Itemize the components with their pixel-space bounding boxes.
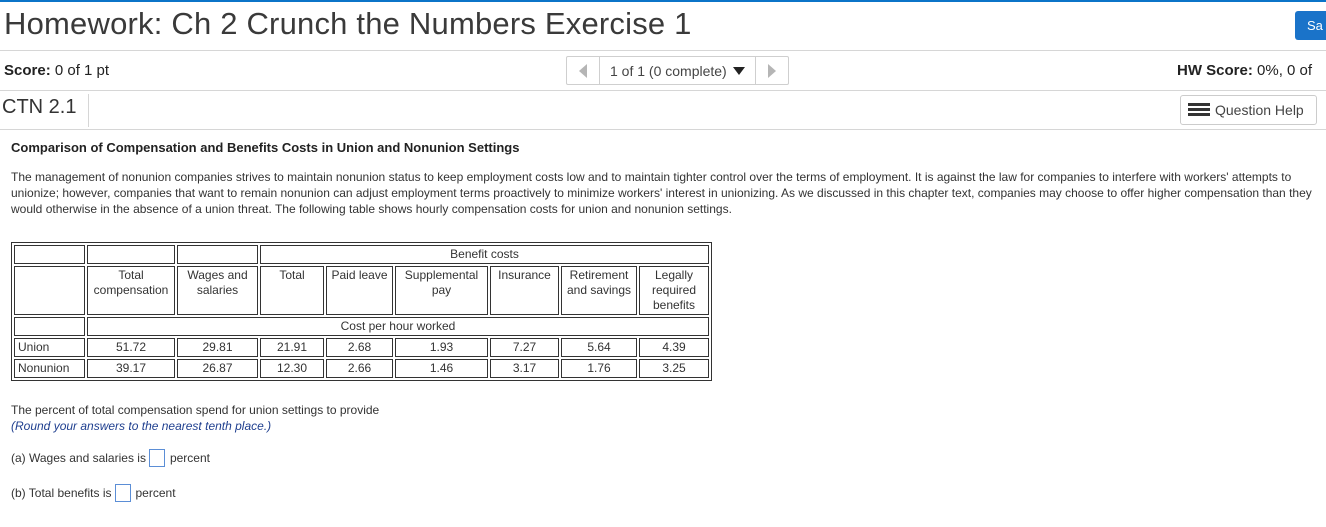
benefits-percent-input[interactable]	[115, 484, 131, 502]
question-help-label: Question Help	[1215, 102, 1304, 118]
question-selector-dropdown[interactable]	[599, 57, 756, 84]
table-cell: 51.72	[87, 338, 175, 357]
compensation-table	[11, 242, 712, 381]
answer-b	[11, 484, 176, 502]
divider	[0, 90, 1326, 91]
divider	[88, 94, 89, 127]
next-question-button[interactable]	[756, 57, 788, 84]
table-cell: 29.81	[177, 338, 258, 357]
table-cell	[14, 317, 85, 336]
table-cell: 21.91	[260, 338, 324, 357]
score-label: Score:	[4, 62, 51, 79]
rounding-instruction: (Round your answers to the nearest tenth place.)	[11, 419, 272, 433]
answer-a-label: (a) Wages and salaries is	[11, 451, 146, 465]
hw-score	[1177, 62, 1312, 79]
column-header: Supplemental pay	[395, 266, 488, 315]
save-button[interactable]: Sa	[1295, 11, 1326, 40]
table-cell: 1.46	[395, 359, 488, 378]
benefit-costs-header: Benefit costs	[260, 245, 709, 264]
column-header: Wages and salaries	[177, 266, 258, 315]
question-progress-text: 1 of 1 (0 complete)	[610, 62, 727, 79]
wages-percent-input[interactable]	[149, 449, 165, 467]
score	[4, 62, 109, 79]
table-cell: 26.87	[177, 359, 258, 378]
list-icon	[1188, 103, 1210, 117]
unit-row: Cost per hour worked	[87, 317, 709, 336]
question-id: CTN 2.1	[2, 96, 77, 118]
table-row	[14, 338, 709, 357]
row-label: Nonunion	[14, 359, 85, 378]
column-header: Legally required benefits	[639, 266, 709, 315]
table-cell: 2.66	[326, 359, 393, 378]
question-navigator	[566, 56, 789, 85]
table-row	[14, 359, 709, 378]
column-header: Paid leave	[326, 266, 393, 315]
column-header: Insurance	[490, 266, 559, 315]
prompt-text: The percent of total compensation spend for union settings to provide	[11, 403, 380, 417]
score-value: 0 of 1 pt	[54, 62, 110, 79]
table-cell: 39.17	[87, 359, 175, 378]
question-help-button[interactable]	[1180, 95, 1317, 125]
caret-down-icon	[733, 67, 745, 75]
table-cell: 3.17	[490, 359, 559, 378]
arrow-left-icon	[579, 64, 587, 78]
table-cell: 1.76	[561, 359, 637, 378]
table-cell	[14, 266, 85, 315]
answer-a-unit: percent	[169, 451, 210, 465]
table-cell	[177, 245, 258, 264]
table-cell: 5.64	[561, 338, 637, 357]
table-cell	[14, 245, 85, 264]
top-accent-line	[0, 0, 1326, 2]
divider	[0, 129, 1326, 130]
table-cell: 4.39	[639, 338, 709, 357]
table-cell: 2.68	[326, 338, 393, 357]
question-heading: Comparison of Compensation and Benefits Costs in Union and Nonunion Settings	[11, 140, 520, 155]
table-cell: 7.27	[490, 338, 559, 357]
arrow-right-icon	[768, 64, 776, 78]
row-label: Union	[14, 338, 85, 357]
column-header: Retirement and savings	[561, 266, 637, 315]
table-cell: 3.25	[639, 359, 709, 378]
answer-b-label: (b) Total benefits is	[11, 486, 112, 500]
question-paragraph: The management of nonunion companies strives to maintain nonunion status to keep employment costs low and to maintain tighter control over the terms of employment. It is against the law for companies to interfere with workers' attempts to unionize; however, companies that want to remain nonunion can adjust employment terms proactively to minimize workers' interest in unionizing. As we discussed in this chapter text, companies may choose to offer higher compensation than they would otherwise in the absence of a union threat. The following table shows hourly compensation costs for union and nonunion settings.	[11, 170, 1312, 216]
column-header: Total compensation	[87, 266, 175, 315]
table-cell: 1.93	[395, 338, 488, 357]
homework-title: Homework: Ch 2 Crunch the Numbers Exercise 1	[4, 6, 692, 41]
hw-score-label: HW Score:	[1177, 62, 1253, 79]
answer-b-unit: percent	[135, 486, 176, 500]
table-cell	[87, 245, 175, 264]
divider	[0, 50, 1326, 51]
column-header: Total	[260, 266, 324, 315]
answer-a	[11, 449, 210, 467]
hw-score-value: 0%, 0 of	[1257, 62, 1313, 79]
table-cell: 12.30	[260, 359, 324, 378]
previous-question-button[interactable]	[567, 57, 599, 84]
